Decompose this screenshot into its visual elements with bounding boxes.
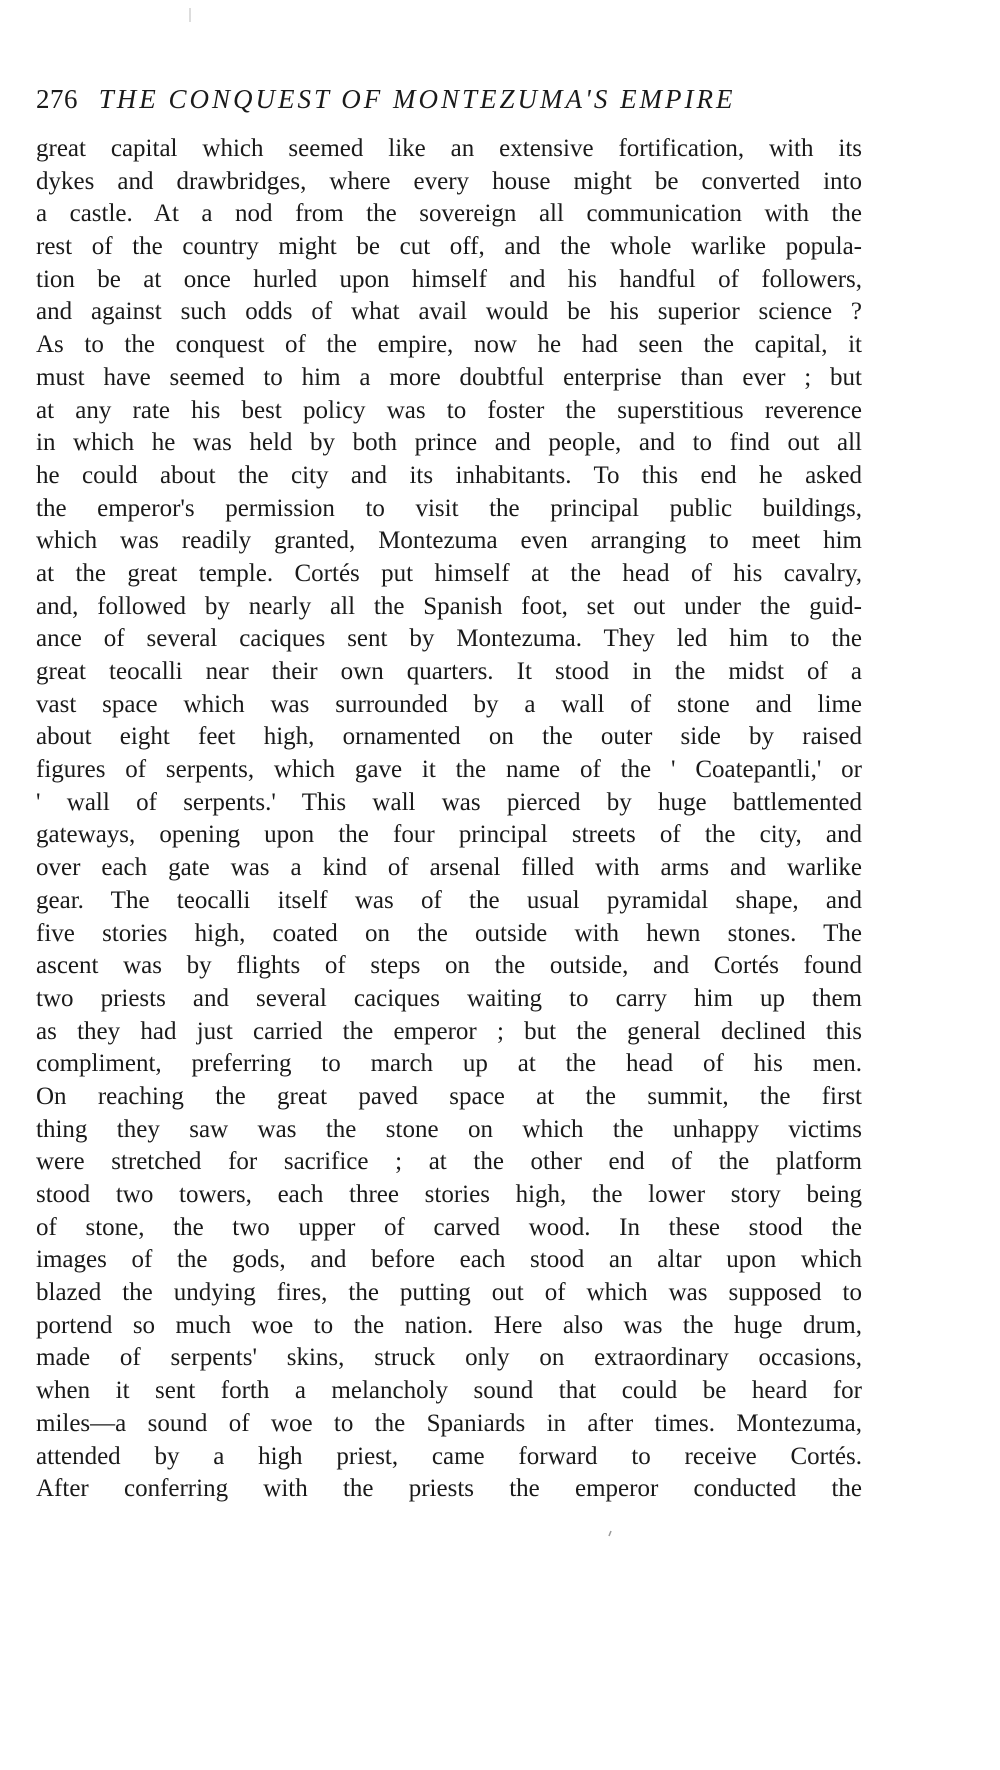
text-line: As to the conquest of the empire, now he had seen the capital, it: [36, 331, 862, 359]
text-line: tion be at once hurled upon himself and his handful of followers,: [36, 265, 862, 293]
text-line: which was readily granted, Montezuma even arranging to meet him: [36, 527, 862, 555]
text-line: a castle. At a nod from the sovereign all communication with the: [36, 200, 862, 228]
text-line: great teocalli near their own quarters. It stood in the midst of a: [36, 658, 862, 685]
body-text: [36, 133, 862, 1506]
text-line: made of serpents' skins, struck only on extraordinary occasions,: [36, 1344, 862, 1372]
text-line: portend so much woe to the nation. Here also was the huge drum,: [36, 1311, 862, 1339]
text-line: figures of serpents, which gave it the name of the ' Coatepantli,' or: [36, 756, 862, 784]
text-line: great capital which seemed like an extensive fortification, with its: [36, 135, 862, 162]
text-line: ' wall of serpents.' This wall was pierced by huge battlemented: [36, 788, 862, 816]
text-line: two priests and several caciques waiting to carry him up them: [36, 984, 862, 1012]
text-line: dykes and drawbridges, where every house might be converted into: [36, 167, 862, 195]
text-line: were stretched for sacrifice ; at the other end of the platform: [36, 1148, 862, 1176]
text-line: ance of several caciques sent by Montezuma. They led him to the: [36, 625, 862, 653]
text-line: miles—a sound of woe to the Spaniards in after times. Montezuma,: [36, 1409, 862, 1437]
text-line: compliment, preferring to march up at the head of his men.: [36, 1050, 862, 1078]
text-line: and, followed by nearly all the Spanish foot, set out under the guid-: [36, 592, 862, 620]
text-line: stood two towers, each three stories high, the lower story being: [36, 1181, 862, 1208]
text-line: in which he was held by both prince and people, and to find out all: [36, 429, 862, 457]
text-line: over each gate was a kind of arsenal filled with arms and warlike: [36, 854, 862, 882]
text-line: five stories high, coated on the outside with hewn stones. The: [36, 919, 862, 947]
text-line: as they had just carried the emperor ; but the general declined this: [36, 1017, 862, 1045]
text-line: at any rate his best policy was to foster the superstitious reverence: [36, 396, 862, 424]
text-line: the emperor's permission to visit the principal public buildings,: [36, 494, 862, 522]
running-title: THE CONQUEST OF MONTEZUMA'S EMPIRE: [98, 84, 736, 114]
text-line: attended by a high priest, came forward to receive Cortés.: [36, 1442, 862, 1470]
text-line: After conferring with the priests the emperor conducted the: [36, 1475, 862, 1503]
text-line: must have seemed to him a more doubtful enterprise than ever ; but: [36, 363, 862, 391]
text-line: ascent was by flights of steps on the outside, and Cortés found: [36, 952, 862, 980]
text-line: when it sent forth a melancholy sound that could be heard for: [36, 1377, 862, 1405]
speck-bottom: [609, 1531, 611, 1536]
running-header: [36, 84, 876, 124]
text-line: about eight feet high, ornamented on the outer side by raised: [36, 723, 862, 751]
text-line: thing they saw was the stone on which the unhappy victims: [36, 1115, 862, 1143]
text-line: he could about the city and its inhabitants. To this end he asked: [36, 461, 862, 489]
text-line: gear. The teocalli itself was of the usual pyramidal shape, and: [36, 886, 862, 914]
text-line: and against such odds of what avail would be his superior science ?: [36, 298, 862, 326]
text-line: images of the gods, and before each stood an altar upon which: [36, 1246, 862, 1274]
text-line: of stone, the two upper of carved wood. In these stood the: [36, 1213, 862, 1241]
text-line: On reaching the great paved space at the summit, the first: [36, 1082, 862, 1110]
text-line: rest of the country might be cut off, and the whole warlike popula-: [36, 233, 862, 261]
text-line: blazed the undying fires, the putting out of which was supposed to: [36, 1279, 862, 1307]
text-line: at the great temple. Cortés put himself at the head of his cavalry,: [36, 559, 862, 587]
page-number: 276: [36, 84, 78, 114]
text-line: gateways, opening upon the four principal streets of the city, and: [36, 821, 862, 849]
text-line: vast space which was surrounded by a wall of stone and lime: [36, 690, 862, 718]
